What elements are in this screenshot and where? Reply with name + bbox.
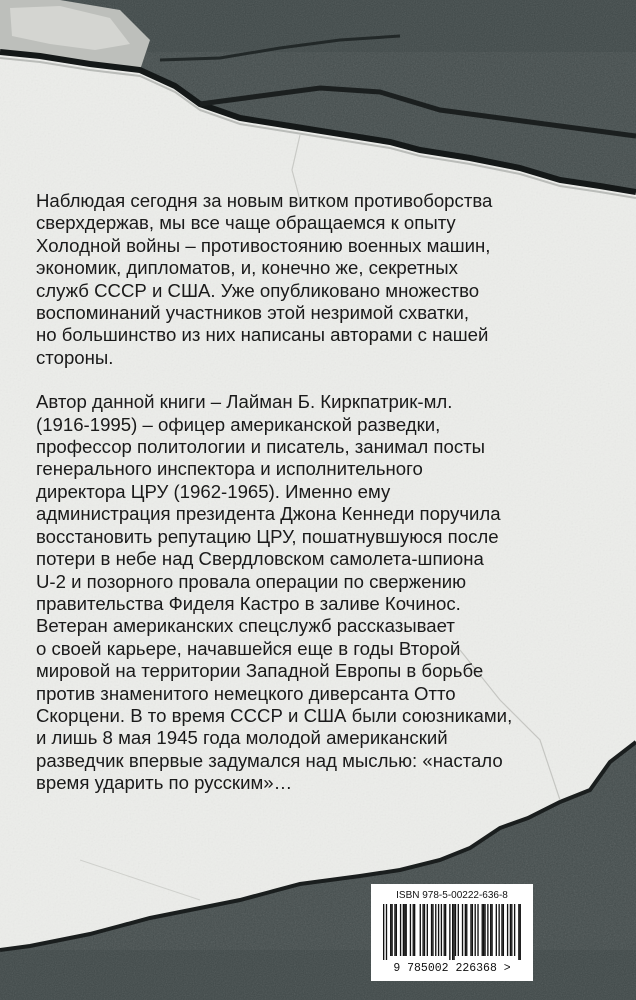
text-line: директора ЦРУ (1962-1965). Именно ему: [36, 480, 391, 502]
text-line: Скорцени. В то время СССР и США были союзниками,: [36, 704, 513, 726]
isbn-label: ISBN 978-5-00222-636-8: [396, 890, 508, 901]
text-line: мировой на территории Западной Европы в борьбе: [36, 660, 484, 682]
isbn-barcode: [371, 884, 533, 981]
description-paragraph-1: [36, 190, 606, 369]
text-line: Ветеран американских спецслужб рассказывает: [36, 615, 455, 637]
text-line: стороны.: [36, 346, 114, 368]
text-line: воспоминаний участников этой незримой схватки,: [36, 302, 470, 324]
barcode-digits: 9 785002 226368 >: [393, 962, 511, 975]
text-line: восстановить репутацию ЦРУ, пошатнувшуюся после: [36, 525, 499, 547]
text-line: время ударить по русским»…: [36, 772, 293, 794]
text-line: о своей карьере, начавшейся еще в годы Второй: [36, 637, 461, 659]
description-text: [36, 190, 606, 817]
text-line: (1916-1995) – офицер американской разведки,: [36, 413, 441, 435]
barcode-bars: [383, 904, 521, 960]
description-paragraph-2: [36, 391, 606, 794]
text-line: генерального инспектора и исполнительного: [36, 458, 423, 480]
text-line: экономик, дипломатов, и, конечно же, секретных: [36, 257, 458, 279]
text-line: Наблюдая сегодня за новым витком противоборства: [36, 190, 493, 211]
text-line: потери в небе над Свердловском самолета-шпиона: [36, 548, 484, 570]
text-line: против знаменитого немецкого диверсанта Отто: [36, 682, 456, 704]
text-line: Холодной войны – противостоянию военных машин,: [36, 234, 491, 256]
text-line: но большинство из них написаны авторами с нашей: [36, 324, 489, 346]
text-line: правительства Фиделя Кастро в заливе Кочинос.: [36, 592, 461, 614]
text-line: U-2 и позорного провала операции по свержению: [36, 570, 467, 592]
text-line: администрация президента Джона Кеннеди поручила: [36, 503, 501, 525]
text-line: профессор политологии и писатель, занимал посты: [36, 436, 486, 458]
text-line: служб СССР и США. Уже опубликовано множество: [36, 279, 480, 301]
text-line: разведчик впервые задумался над мыслью: «настало: [36, 749, 503, 771]
text-line: сверхдержав, мы все чаще обращаемся к опыту: [36, 212, 456, 234]
text-line: и лишь 8 мая 1945 года молодой американский: [36, 727, 448, 749]
text-line: Автор данной книги – Лайман Б. Киркпатрик-мл.: [36, 391, 453, 413]
